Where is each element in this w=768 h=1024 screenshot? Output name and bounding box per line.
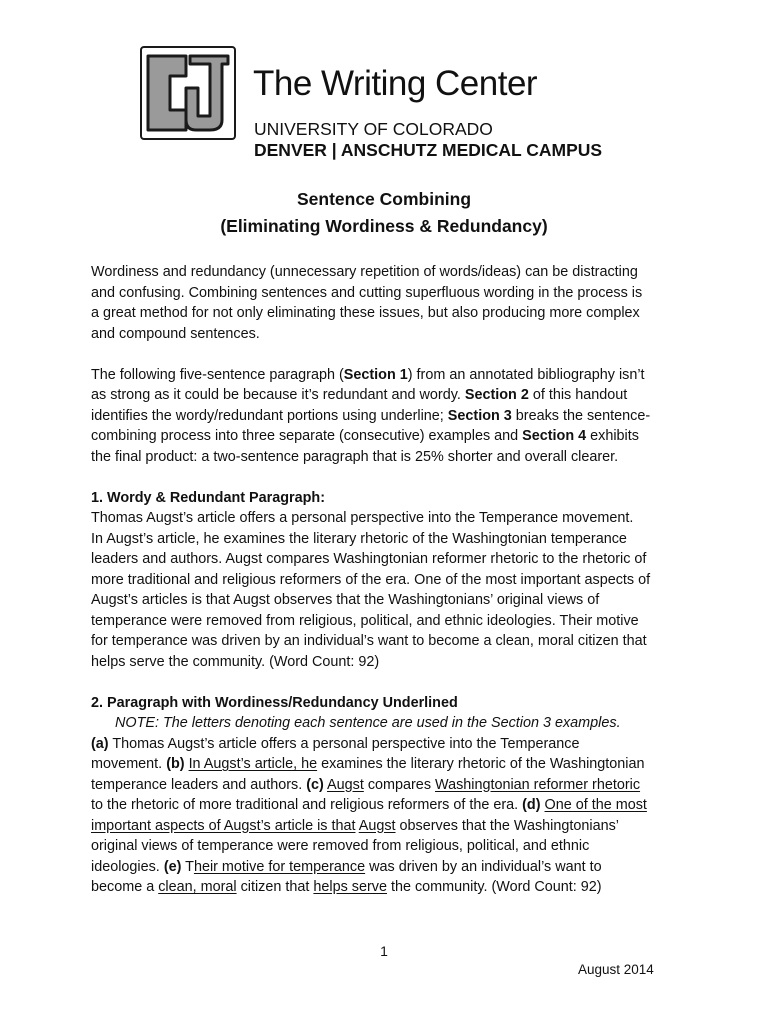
sentence-letter: (b) (166, 756, 185, 772)
overview-line (91, 365, 691, 386)
section-1-line: more traditional and religious reformers of the era. One of the most important aspects of (91, 571, 651, 588)
brand-university: UNIVERSITY OF COLORADO (254, 119, 493, 139)
overview-text: as strong as it could be because it’s redundant and wordy. (91, 387, 465, 403)
overview-text: of this handout (528, 387, 628, 403)
overview-text: combining process into three separate (consecutive) examples and (91, 428, 523, 444)
underlined-phrase: helps serve (313, 879, 387, 895)
overview-text: identifies the wordy/redundant portions using underline; (91, 407, 448, 424)
overview-paragraph (91, 365, 691, 468)
intro-paragraph (91, 262, 691, 344)
section-2-text: to the rhetoric of more traditional and religious reformers of the era. (91, 797, 523, 813)
intro-line: Wordiness and redundancy (unnecessary repetition of words/ideas) can be distracting (91, 264, 638, 280)
sentence-letter: (d) (522, 797, 541, 813)
document-body (91, 262, 691, 898)
document-subtitle: (Eliminating Wordiness & Redundancy) (220, 216, 548, 236)
section-2-text: ideologies. (91, 858, 164, 875)
section-2-text: the community. (Word Count: 92) (386, 879, 602, 895)
section-2-text: movement. (91, 756, 167, 772)
overview-line (91, 385, 691, 406)
section-2-note: NOTE: The letters denoting each sentence are used in the Section 3 examples. (115, 715, 621, 731)
overview-text: The following five-sentence paragraph ( (91, 366, 344, 383)
underlined-phrase: important aspects of Augst’s article is that (91, 817, 356, 834)
section-2-line (91, 734, 691, 755)
underlined-phrase: One of the most (544, 797, 647, 813)
writing-center-header (140, 46, 630, 160)
section-1-line: Augst’s articles is that Augst observes that the Washingtonians’ original views of (91, 592, 600, 608)
sentence-letter: (c) (306, 776, 324, 793)
section-2-text: citizen that (236, 879, 314, 895)
section-ref: Section 2 (464, 387, 529, 403)
section-2-text: T (181, 858, 194, 875)
section-1-heading: 1. Wordy & Redundant Paragraph: (91, 489, 326, 506)
section-2-line: original views of temperance were removed from religious, political, and ethnic (91, 838, 590, 854)
section-2-line (91, 857, 691, 878)
overview-line (91, 426, 691, 447)
section-2-line (91, 775, 691, 796)
sentence-letter: (a) (91, 735, 109, 752)
section-2-heading: 2. Paragraph with Wordiness/Redundancy Underlined (91, 694, 458, 711)
intro-line: a great method for not only eliminating these issues, but also producing more complex (91, 305, 640, 321)
overview-text: ) from an annotated bibliography isn’t (407, 366, 645, 383)
document-title: Sentence Combining (296, 189, 472, 209)
section-2-text: observes that the Washingtonians’ (395, 817, 619, 834)
section-2-line (91, 816, 691, 837)
sentence-letter: (e) (163, 858, 182, 875)
underlined-phrase: Washingtonian reformer rhetoric (435, 776, 641, 793)
section-ref: Section 3 (447, 407, 512, 424)
intro-line: and confusing. Combining sentences and cutting superfluous wording in the process is (91, 284, 643, 301)
intro-line: and compound sentences. (91, 325, 260, 342)
overview-line: the final product: a two-sentence paragraph that is 25% shorter and overall clearer. (91, 448, 619, 465)
page-number: 1 (380, 943, 388, 959)
underlined-phrase: clean, moral (158, 879, 237, 895)
section-2-text: Thomas Augst’s article offers a personal perspective into the Temperance (108, 735, 580, 752)
overview-text: breaks the sentence- (511, 407, 651, 424)
brand-title: The Writing Center (253, 64, 538, 103)
cu-logo-icon (140, 46, 236, 140)
underlined-phrase: Augst (358, 817, 396, 834)
section-2-line (91, 877, 691, 898)
section-2-line (91, 754, 691, 775)
section-1-line: In Augst’s article, he examines the literary rhetoric of the Washingtonian temperance (91, 530, 627, 547)
section-2-line (91, 795, 691, 816)
section-1-line: helps serve the community. (Word Count: 92) (91, 653, 380, 670)
overview-text: exhibits (586, 428, 639, 444)
overview-line (91, 406, 691, 427)
section-2 (91, 693, 691, 898)
underlined-phrase: In Augst’s article, he (188, 756, 318, 772)
section-1-line: Thomas Augst’s article offers a personal perspective into the Temperance movement. (91, 510, 634, 526)
document-date: August 2014 (578, 962, 654, 977)
section-2-text: temperance leaders and authors. (91, 776, 307, 793)
underlined-phrase: Augst (327, 776, 364, 793)
section-2-text: was driven by an individual’s want to (365, 858, 602, 875)
section-1-line: for temperance was driven by an individual’s want to become a clean, moral citizen that (91, 633, 647, 649)
section-2-text: become a (91, 879, 159, 895)
section-2-text: examines the literary rhetoric of the Washingtonian (317, 756, 645, 772)
brand-campus: DENVER | ANSCHUTZ MEDICAL CAMPUS (254, 140, 603, 160)
section-1-line: temperance were removed from religious, political, and ethnic ideologies. Their motive (91, 612, 639, 629)
underlined-phrase: heir motive for temperance (193, 858, 366, 875)
section-1-line: leaders and authors. Augst compares Washingtonian reformer rhetoric to the rhetoric of (91, 551, 647, 567)
section-ref: Section 4 (522, 428, 587, 444)
section-1 (91, 488, 691, 673)
section-ref: Section 1 (343, 366, 408, 383)
section-2-text: compares (363, 776, 436, 793)
